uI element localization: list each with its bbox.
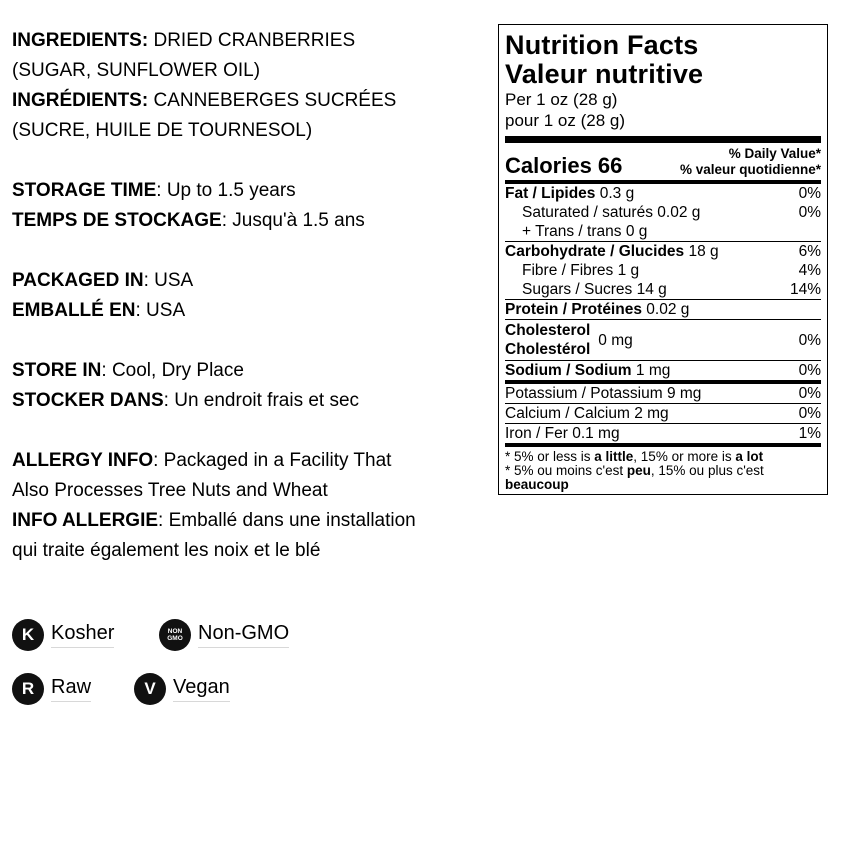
cholesterol-label-en: Cholesterol xyxy=(505,322,591,339)
store-in-fr xyxy=(12,386,482,416)
sodium-row xyxy=(505,361,821,380)
serving-size-fr: pour 1 oz (28 g) xyxy=(505,111,626,130)
potassium-row xyxy=(505,384,821,403)
daily-value-footnote xyxy=(505,447,821,492)
carbohydrate-row xyxy=(505,242,821,261)
storage-time-en-text: : Up to 1.5 years xyxy=(156,180,296,201)
fat-dv: 0% xyxy=(798,185,821,202)
serving-size-en: Per 1 oz (28 g) xyxy=(505,90,618,109)
sugars-label: Sugars / Sucres xyxy=(522,281,633,298)
packaged-in-en-text: : USA xyxy=(143,270,194,291)
protein-label: Protein / Protéines xyxy=(505,301,642,318)
saturated-amount: 0.02 g xyxy=(657,204,701,221)
allergy-fr xyxy=(12,506,482,536)
ingredients-en xyxy=(12,26,482,56)
cholesterol-label-fr: Cholestérol xyxy=(505,341,591,358)
fat-label: Fat / Lipides xyxy=(505,185,596,202)
carbohydrate-label: Carbohydrate / Glucides xyxy=(505,243,685,260)
packaged-in-fr-text: : USA xyxy=(135,300,186,321)
iron-dv: 1% xyxy=(798,425,821,442)
sodium-amount: 1 mg xyxy=(635,362,671,379)
ingredients-fr xyxy=(12,86,482,116)
sugars-dv: 14% xyxy=(789,281,821,298)
ingredients-en-text-2: (SUGAR, SUNFLOWER OIL) xyxy=(12,60,261,81)
calories-label: Calories 66 xyxy=(505,153,623,178)
non-gmo-icon-text-1: NON xyxy=(167,628,183,635)
vegan-badge xyxy=(134,672,230,706)
sodium-dv: 0% xyxy=(798,362,821,379)
saturated-row xyxy=(505,203,821,222)
nutrition-title-en: Nutrition Facts xyxy=(505,30,699,60)
footnote-fr-part-2: , 15% ou plus c'est xyxy=(650,463,764,478)
footnote-en-part-2: , 15% or more is xyxy=(633,449,736,464)
trans-row xyxy=(505,222,821,241)
fibre-label: Fibre / Fibres xyxy=(522,262,614,279)
footnote-fr xyxy=(505,464,821,492)
cholesterol-labels xyxy=(505,321,590,359)
non-gmo-badge xyxy=(159,618,289,652)
store-in-fr-text: : Un endroit frais et sec xyxy=(163,390,360,411)
sugars-row xyxy=(505,280,821,299)
fibre-amount: 1 g xyxy=(617,262,640,279)
calcium-amount: 2 mg xyxy=(634,405,669,422)
vegan-label: Vegan xyxy=(173,676,230,702)
kosher-label: Kosher xyxy=(51,622,114,648)
calcium-row xyxy=(505,404,821,423)
carbohydrate-dv: 6% xyxy=(798,243,821,260)
storage-time-fr-label: TEMPS DE STOCKAGE xyxy=(12,210,222,231)
divider xyxy=(505,136,821,143)
raw-label: Raw xyxy=(51,676,91,702)
sugars-amount: 14 g xyxy=(636,281,667,298)
nutrition-title-fr: Valeur nutritive xyxy=(505,59,704,89)
store-in-fr-label: STOCKER DANS xyxy=(12,390,164,411)
store-in-en-label: STORE IN xyxy=(12,360,102,381)
iron-row xyxy=(505,424,821,443)
allergy-en xyxy=(12,446,482,476)
ingredients-fr-text-2: (SUCRE, HUILE DE TOURNESOL) xyxy=(12,120,313,141)
potassium-dv: 0% xyxy=(798,385,821,402)
allergy-en-label: ALLERGY INFO xyxy=(12,450,154,471)
non-gmo-label: Non-GMO xyxy=(198,622,289,648)
protein-amount: 0.02 g xyxy=(646,301,690,318)
kosher-badge xyxy=(12,618,114,652)
vegan-icon: V xyxy=(134,673,166,705)
trans-label: + Trans / trans xyxy=(522,223,622,240)
storage-time-en-label: STORAGE TIME xyxy=(12,180,157,201)
footnote-en-part-1: * 5% or less is xyxy=(505,449,595,464)
packaged-in-fr-label: EMBALLÉ EN xyxy=(12,300,136,321)
iron-label: Iron / Fer xyxy=(505,425,568,442)
carbohydrate-amount: 18 g xyxy=(688,243,719,260)
allergy-fr-text: : Emballé dans une installation xyxy=(158,510,416,531)
kosher-icon: K xyxy=(12,619,44,651)
calcium-dv: 0% xyxy=(798,405,821,422)
ingredients-fr-label: INGRÉDIENTS: xyxy=(12,90,149,111)
storage-time-fr xyxy=(12,206,482,236)
protein-row xyxy=(505,300,821,319)
product-info xyxy=(12,26,482,566)
ingredients-en-label: INGREDIENTS: xyxy=(12,30,149,51)
fat-amount: 0.3 g xyxy=(599,185,635,202)
raw-icon: R xyxy=(12,673,44,705)
footnote-en-bold-2: a lot xyxy=(735,449,764,464)
fat-row xyxy=(505,184,821,203)
potassium-label: Potassium / Potassium xyxy=(505,385,663,402)
cholesterol-row xyxy=(505,320,821,360)
non-gmo-icon xyxy=(159,619,191,651)
nutrition-facts-panel xyxy=(498,24,828,495)
daily-value-header-fr: % valeur quotidienne* xyxy=(679,162,821,177)
allergy-fr-label: INFO ALLERGIE xyxy=(12,510,159,531)
daily-value-header xyxy=(680,146,821,178)
fibre-dv: 4% xyxy=(798,262,821,279)
storage-time-en xyxy=(12,176,482,206)
packaged-in-en-label: PACKAGED IN xyxy=(12,270,144,291)
packaged-in-en xyxy=(12,266,482,296)
fibre-row xyxy=(505,261,821,280)
packaged-in-fr xyxy=(12,296,482,326)
footnote-fr-part-1: * 5% ou moins c'est xyxy=(505,463,627,478)
footnote-en-bold-1: a little xyxy=(594,449,634,464)
non-gmo-icon-text-2: GMO xyxy=(167,635,183,642)
certification-badges xyxy=(12,618,412,718)
footnote-en xyxy=(505,450,821,464)
trans-amount: 0 g xyxy=(625,223,648,240)
store-in-en-text: : Cool, Dry Place xyxy=(101,360,244,381)
allergy-en-text-2: Also Processes Tree Nuts and Wheat xyxy=(12,480,328,501)
iron-amount: 0.1 mg xyxy=(572,425,620,442)
storage-time-fr-text: : Jusqu'à 1.5 ans xyxy=(221,210,365,231)
ingredients-en-text: DRIED CRANBERRIES xyxy=(153,30,356,51)
saturated-dv: 0% xyxy=(798,204,821,221)
calories-row xyxy=(505,143,821,180)
calcium-label: Calcium / Calcium xyxy=(505,405,630,422)
store-in-en xyxy=(12,356,482,386)
cholesterol-amount: 0 mg xyxy=(598,331,633,349)
footnote-fr-bold-2: beaucoup xyxy=(505,477,569,492)
sodium-label: Sodium / Sodium xyxy=(505,362,632,379)
footnote-fr-bold-1: peu xyxy=(626,463,651,478)
cholesterol-dv: 0% xyxy=(798,331,821,349)
ingredients-fr-text: CANNEBERGES SUCRÉES xyxy=(153,90,397,111)
allergy-fr-text-2: qui traite également les noix et le blé xyxy=(12,540,321,561)
daily-value-header-en: % Daily Value* xyxy=(728,146,821,161)
potassium-amount: 9 mg xyxy=(666,385,702,402)
saturated-label: Saturated / saturés xyxy=(522,204,653,221)
allergy-en-text: : Packaged in a Facility That xyxy=(153,450,392,471)
raw-badge xyxy=(12,672,91,706)
